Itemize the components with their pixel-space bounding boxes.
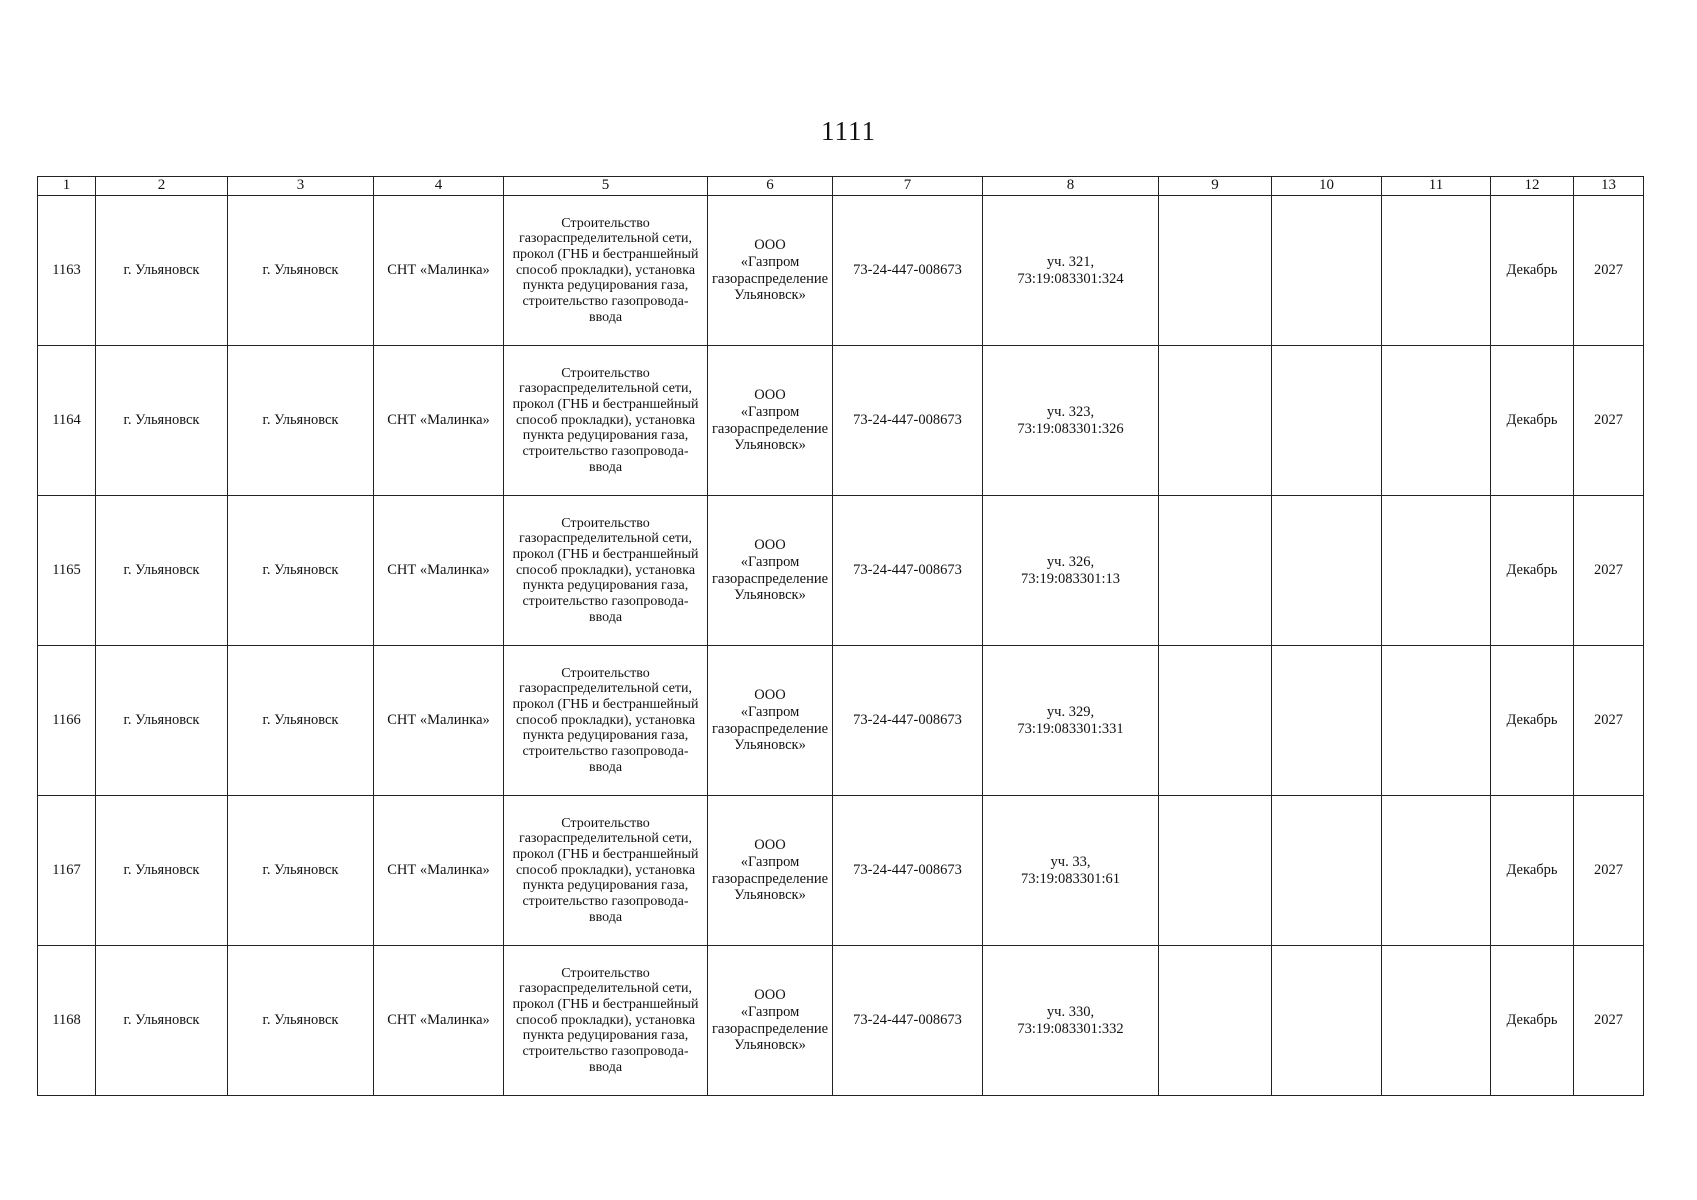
row-number-cell: 1167 <box>38 796 96 946</box>
column-header-7: 7 <box>833 177 983 196</box>
month-cell: Декабрь <box>1491 796 1574 946</box>
column-10-cell <box>1272 346 1382 496</box>
month-cell: Декабрь <box>1491 646 1574 796</box>
owner-cell-line: «Газпром <box>740 403 800 420</box>
parcel-cell-line: уч. 33, <box>1050 853 1091 870</box>
parcel-cell <box>983 646 1159 796</box>
owner-cell-line: ООО <box>754 987 786 1004</box>
row-number-cell: 1166 <box>38 646 96 796</box>
registry-table <box>37 176 1644 1096</box>
parcel-cell <box>983 946 1159 1096</box>
city-cell: г. Ульяновск <box>96 196 228 346</box>
parcel-cell-line: 73:19:083301:13 <box>1020 570 1121 587</box>
owner-cell-line: ООО <box>754 237 786 254</box>
column-header-10: 10 <box>1272 177 1382 196</box>
district-cell: г. Ульяновск <box>228 796 374 946</box>
table-row <box>38 946 1644 1096</box>
location-cell: СНТ «Малинка» <box>374 346 504 496</box>
owner-cell <box>708 196 833 346</box>
row-number-cell: 1165 <box>38 496 96 646</box>
column-11-cell <box>1382 496 1491 646</box>
owner-cell-line: «Газпром <box>740 703 800 720</box>
parcel-cell <box>983 346 1159 496</box>
column-11-cell <box>1382 796 1491 946</box>
district-cell: г. Ульяновск <box>228 646 374 796</box>
owner-cell-line: ООО <box>754 387 786 404</box>
column-9-cell <box>1159 346 1272 496</box>
table-row <box>38 196 1644 346</box>
parcel-cell-line: уч. 326, <box>1046 553 1095 570</box>
district-cell: г. Ульяновск <box>228 346 374 496</box>
column-10-cell <box>1272 946 1382 1096</box>
registry-code-cell: 73-24-447-008673 <box>833 646 983 796</box>
owner-cell-line: Ульяновск» <box>734 437 806 454</box>
column-header-13: 13 <box>1574 177 1644 196</box>
column-10-cell <box>1272 796 1382 946</box>
district-cell: г. Ульяновск <box>228 196 374 346</box>
parcel-cell-line: 73:19:083301:326 <box>1017 420 1124 437</box>
owner-cell-line: газораспределение <box>711 420 829 437</box>
parcel-cell-line: уч. 321, <box>1046 253 1095 270</box>
table-row <box>38 646 1644 796</box>
owner-cell-line: газораспределение <box>711 720 829 737</box>
city-cell: г. Ульяновск <box>96 346 228 496</box>
owner-cell-line: Ульяновск» <box>734 587 806 604</box>
owner-cell <box>708 946 833 1096</box>
parcel-cell <box>983 196 1159 346</box>
owner-cell-line: ООО <box>754 687 786 704</box>
table-row <box>38 346 1644 496</box>
owner-cell-line: «Газпром <box>740 853 800 870</box>
parcel-cell-line: уч. 323, <box>1046 403 1095 420</box>
registry-code-cell: 73-24-447-008673 <box>833 946 983 1096</box>
location-cell: СНТ «Малинка» <box>374 946 504 1096</box>
year-cell: 2027 <box>1574 196 1644 346</box>
owner-cell <box>708 796 833 946</box>
column-10-cell <box>1272 496 1382 646</box>
row-number-cell: 1164 <box>38 346 96 496</box>
column-header-6: 6 <box>708 177 833 196</box>
year-cell: 2027 <box>1574 496 1644 646</box>
work-description-cell: Строительство газораспределительной сети, прокол (ГНБ и бестраншейный способ прокладки), установка пункта редуцирования газа, строительство газопровода-ввода <box>504 646 708 796</box>
column-10-cell <box>1272 646 1382 796</box>
parcel-cell-line: уч. 330, <box>1046 1003 1095 1020</box>
month-cell: Декабрь <box>1491 496 1574 646</box>
owner-cell-line: газораспределение <box>711 270 829 287</box>
year-cell: 2027 <box>1574 796 1644 946</box>
owner-cell-line: «Газпром <box>740 1003 800 1020</box>
work-description-cell: Строительство газораспределительной сети, прокол (ГНБ и бестраншейный способ прокладки), установка пункта редуцирования газа, строительство газопровода-ввода <box>504 496 708 646</box>
owner-cell-line: газораспределение <box>711 870 829 887</box>
column-10-cell <box>1272 196 1382 346</box>
column-9-cell <box>1159 496 1272 646</box>
table-header <box>38 177 1644 196</box>
city-cell: г. Ульяновск <box>96 796 228 946</box>
district-cell: г. Ульяновск <box>228 946 374 1096</box>
city-cell: г. Ульяновск <box>96 646 228 796</box>
column-header-12: 12 <box>1491 177 1574 196</box>
owner-cell-line: газораспределение <box>711 570 829 587</box>
owner-cell <box>708 496 833 646</box>
column-header-8: 8 <box>983 177 1159 196</box>
registry-code-cell: 73-24-447-008673 <box>833 796 983 946</box>
city-cell: г. Ульяновск <box>96 946 228 1096</box>
column-11-cell <box>1382 946 1491 1096</box>
header-row <box>38 177 1644 196</box>
column-9-cell <box>1159 196 1272 346</box>
row-number-cell: 1163 <box>38 196 96 346</box>
column-header-5: 5 <box>504 177 708 196</box>
parcel-cell-line: уч. 329, <box>1046 703 1095 720</box>
owner-cell-line: ООО <box>754 537 786 554</box>
table-body <box>38 196 1644 1096</box>
owner-cell-line: газораспределение <box>711 1020 829 1037</box>
owner-cell-line: Ульяновск» <box>734 887 806 904</box>
location-cell: СНТ «Малинка» <box>374 646 504 796</box>
column-header-3: 3 <box>228 177 374 196</box>
work-description-cell: Строительство газораспределительной сети, прокол (ГНБ и бестраншейный способ прокладки), установка пункта редуцирования газа, строительство газопровода-ввода <box>504 796 708 946</box>
parcel-cell <box>983 496 1159 646</box>
column-11-cell <box>1382 196 1491 346</box>
month-cell: Декабрь <box>1491 946 1574 1096</box>
district-cell: г. Ульяновск <box>228 496 374 646</box>
parcel-cell-line: 73:19:083301:331 <box>1017 720 1124 737</box>
year-cell: 2027 <box>1574 946 1644 1096</box>
owner-cell <box>708 346 833 496</box>
parcel-cell <box>983 796 1159 946</box>
work-description-cell: Строительство газораспределительной сети, прокол (ГНБ и бестраншейный способ прокладки), установка пункта редуцирования газа, строительство газопровода-ввода <box>504 346 708 496</box>
location-cell: СНТ «Малинка» <box>374 196 504 346</box>
column-header-4: 4 <box>374 177 504 196</box>
year-cell: 2027 <box>1574 646 1644 796</box>
owner-cell-line: Ульяновск» <box>734 287 806 304</box>
city-cell: г. Ульяновск <box>96 496 228 646</box>
owner-cell-line: «Газпром <box>740 253 800 270</box>
row-number-cell: 1168 <box>38 946 96 1096</box>
column-header-9: 9 <box>1159 177 1272 196</box>
owner-cell-line: Ульяновск» <box>734 737 806 754</box>
owner-cell-line: «Газпром <box>740 553 800 570</box>
column-9-cell <box>1159 946 1272 1096</box>
owner-cell <box>708 646 833 796</box>
work-description-cell: Строительство газораспределительной сети, прокол (ГНБ и бестраншейный способ прокладки), установка пункта редуцирования газа, строительство газопровода-ввода <box>504 946 708 1096</box>
column-9-cell <box>1159 796 1272 946</box>
column-header-1: 1 <box>38 177 96 196</box>
registry-code-cell: 73-24-447-008673 <box>833 196 983 346</box>
location-cell: СНТ «Малинка» <box>374 796 504 946</box>
parcel-cell-line: 73:19:083301:332 <box>1017 1020 1124 1037</box>
column-11-cell <box>1382 646 1491 796</box>
month-cell: Декабрь <box>1491 346 1574 496</box>
owner-cell-line: Ульяновск» <box>734 1037 806 1054</box>
parcel-cell-line: 73:19:083301:324 <box>1017 270 1124 287</box>
column-11-cell <box>1382 346 1491 496</box>
table-row <box>38 496 1644 646</box>
page-number: 1111 <box>821 116 876 146</box>
column-9-cell <box>1159 646 1272 796</box>
work-description-cell: Строительство газораспределительной сети, прокол (ГНБ и бестраншейный способ прокладки), установка пункта редуцирования газа, строительство газопровода-ввода <box>504 196 708 346</box>
year-cell: 2027 <box>1574 346 1644 496</box>
parcel-cell-line: 73:19:083301:61 <box>1020 870 1121 887</box>
column-header-11: 11 <box>1382 177 1491 196</box>
location-cell: СНТ «Малинка» <box>374 496 504 646</box>
owner-cell-line: ООО <box>754 837 786 854</box>
month-cell: Декабрь <box>1491 196 1574 346</box>
table-row <box>38 796 1644 946</box>
registry-code-cell: 73-24-447-008673 <box>833 346 983 496</box>
column-header-2: 2 <box>96 177 228 196</box>
registry-code-cell: 73-24-447-008673 <box>833 496 983 646</box>
